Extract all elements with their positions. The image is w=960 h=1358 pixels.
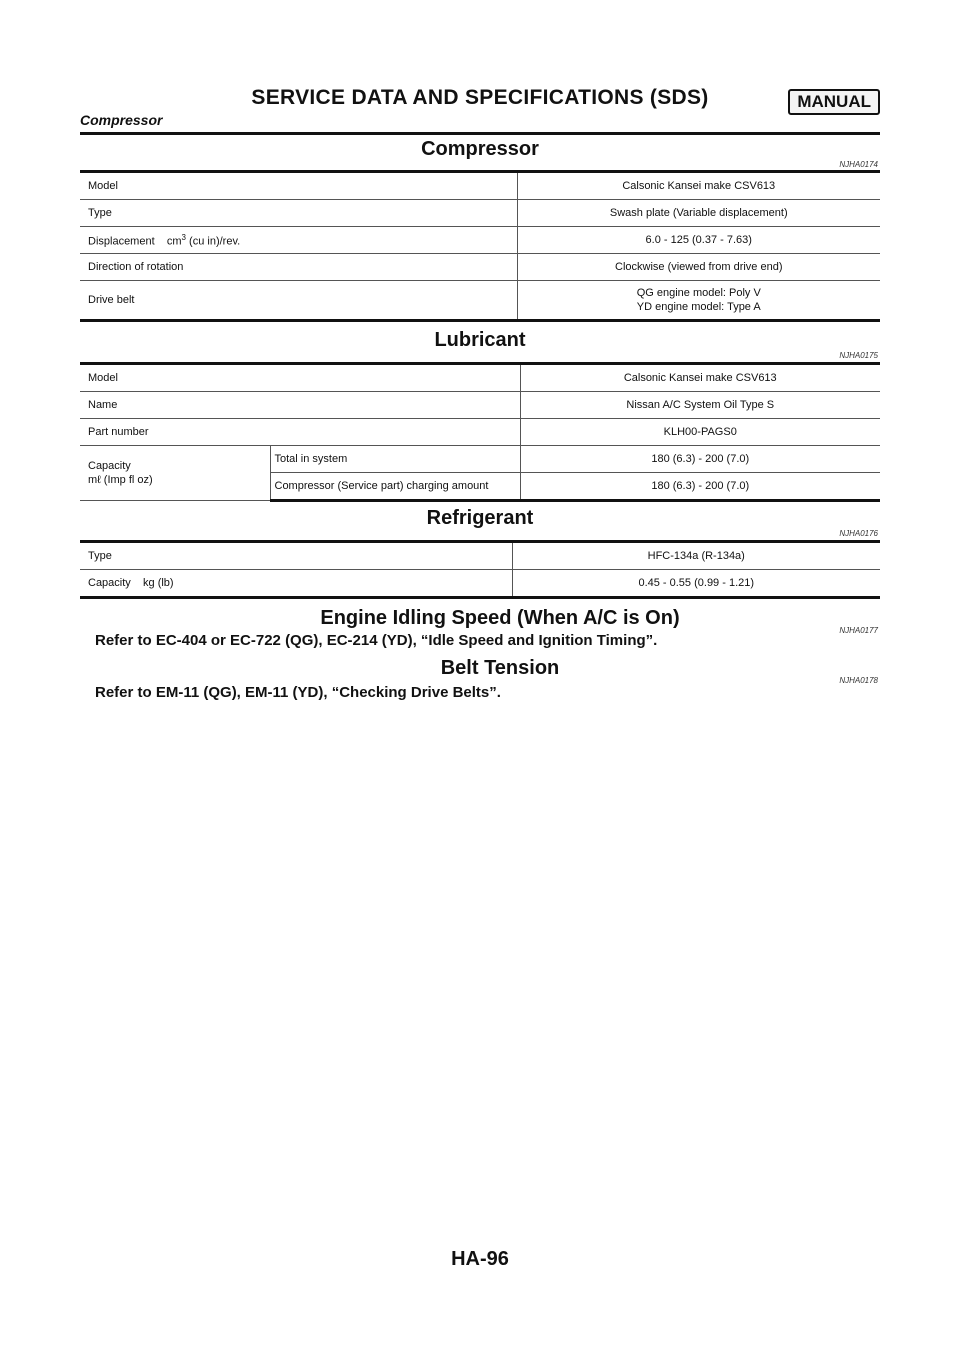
superscript-3: 3: [181, 232, 186, 242]
row-label: Total in system: [270, 446, 520, 473]
row-value: Calsonic Kansei make CSV613: [517, 172, 880, 200]
row-value: 180 (6.3) - 200 (7.0): [520, 446, 880, 473]
idle-reference: Refer to EC-404 or EC-722 (QG), EC-214 (YD), “Idle Speed and Ignition Timing”.: [95, 632, 658, 649]
header-subtitle: Compressor: [80, 112, 163, 128]
table-row: [80, 281, 880, 321]
table-row: [80, 419, 880, 446]
row-label: Drive belt: [80, 281, 517, 321]
table-row: [80, 200, 880, 227]
row-value: KLH00-PAGS0: [520, 419, 880, 446]
table-row: [80, 570, 880, 598]
row-value: HFC-134a (R-134a): [512, 542, 880, 570]
belt-code: NJHA0178: [839, 676, 878, 685]
row-value: QG engine model: Poly V YD engine model: Type A: [517, 281, 880, 321]
lubricant-code: NJHA0175: [839, 351, 878, 360]
row-label: Compressor (Service part) charging amount: [270, 473, 520, 501]
compressor-table: [80, 170, 880, 322]
table-row: [80, 392, 880, 419]
table-row: [80, 446, 880, 473]
row-value: 0.45 - 0.55 (0.99 - 1.21): [512, 570, 880, 598]
capacity-label: Capacity mℓ (Imp fl oz): [80, 446, 270, 501]
table-row: [80, 364, 880, 392]
compressor-title: Compressor: [421, 138, 539, 160]
idle-code: NJHA0177: [839, 626, 878, 635]
row-value: Nissan A/C System Oil Type S: [520, 392, 880, 419]
row-label: [80, 227, 517, 254]
row-label: Direction of rotation: [80, 254, 517, 281]
compressor-code: NJHA0174: [839, 160, 878, 169]
row-label: Model: [80, 364, 520, 392]
row-value: Swash plate (Variable displacement): [517, 200, 880, 227]
page-header: [80, 82, 880, 136]
row-label: Part number: [80, 419, 520, 446]
refrigerant-title: Refrigerant: [426, 507, 534, 529]
header-rule: [80, 132, 880, 135]
displacement-label-text: Displacement cm: [88, 235, 182, 248]
row-value: 6.0 - 125 (0.37 - 7.63): [517, 227, 880, 254]
row-value: Clockwise (viewed from drive end): [517, 254, 880, 281]
idle-title: Engine Idling Speed (When A/C is On): [320, 607, 680, 629]
row-label: Type: [80, 200, 517, 227]
lubricant-table: [80, 362, 880, 502]
row-label: Model: [80, 172, 517, 200]
table-row: [80, 172, 880, 200]
refrigerant-table: [80, 540, 880, 599]
table-row: [80, 542, 880, 570]
table-row: [80, 254, 880, 281]
page-number: HA-96: [451, 1248, 509, 1270]
lubricant-title: Lubricant: [434, 329, 526, 351]
row-label: Type: [80, 542, 512, 570]
displacement-unit-text: (cu in)/rev.: [185, 235, 241, 248]
refrigerant-code: NJHA0176: [839, 529, 878, 538]
manual-badge: MANUAL: [788, 89, 880, 115]
row-label: Name: [80, 392, 520, 419]
header-title: SERVICE DATA AND SPECIFICATIONS (SDS): [251, 86, 709, 109]
table-row: [80, 227, 880, 254]
row-label: Capacity kg (lb): [80, 570, 512, 598]
row-value: 180 (6.3) - 200 (7.0): [520, 473, 880, 501]
belt-reference: Refer to EM-11 (QG), EM-11 (YD), “Checking Drive Belts”.: [95, 684, 501, 701]
row-value: Calsonic Kansei make CSV613: [520, 364, 880, 392]
belt-title: Belt Tension: [440, 657, 560, 679]
